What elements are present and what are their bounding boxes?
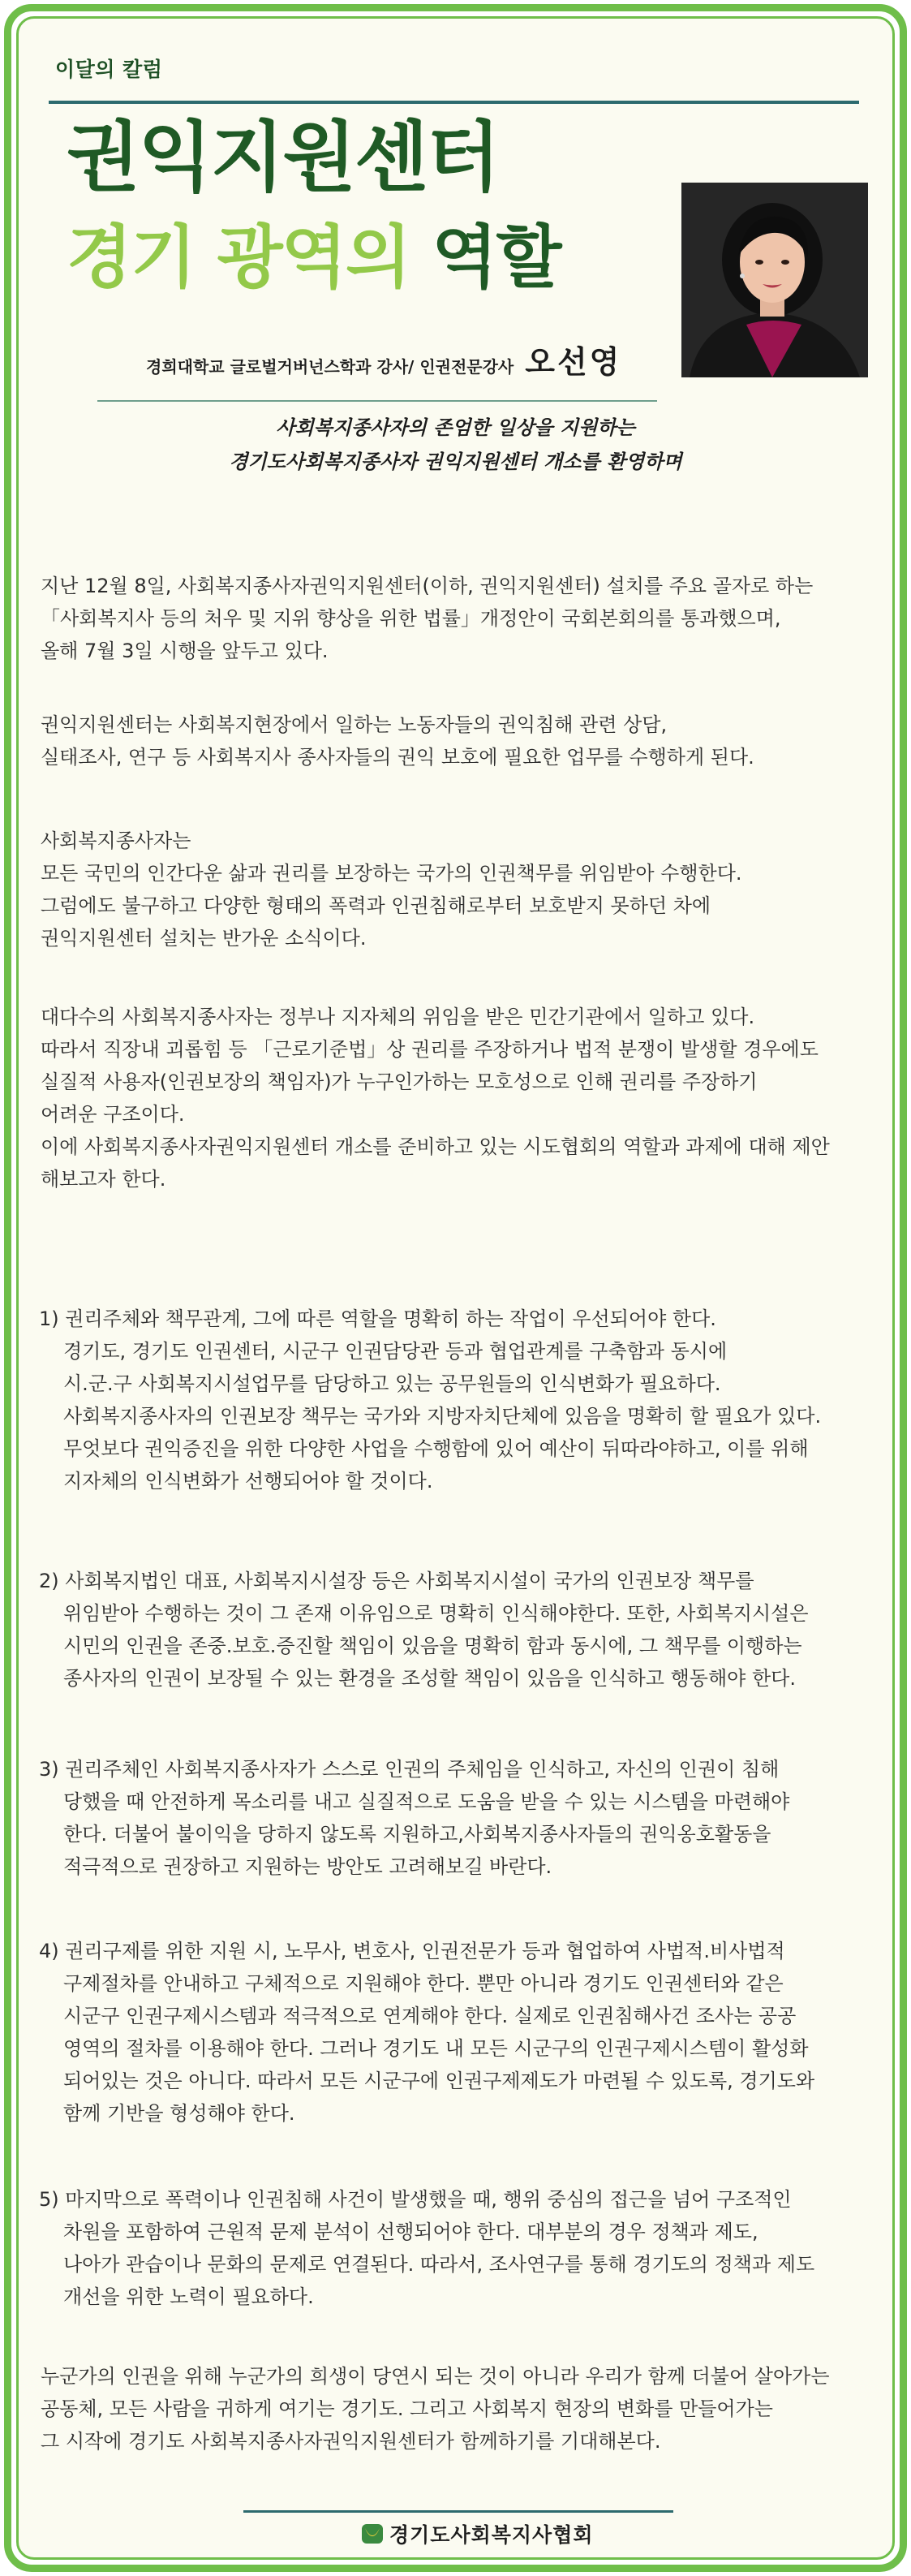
list-item-line: 영역의 절차를 이용해야 한다. 그러나 경기도 내 모든 시군구의 인권구제시스템이 활성화 <box>63 2037 809 2060</box>
author-portrait-image <box>681 183 868 377</box>
paragraph-line: 모든 국민의 인간다운 삶과 권리를 보장하는 국가의 인권책무를 위임받아 수행한다. <box>41 862 742 885</box>
list-item-line: 사회복지종사자의 인권보장 책무는 국가와 지방자치단체에 있음을 명확히 할 필요가 있다. <box>63 1405 822 1428</box>
list-item-line: 위임받아 수행하는 것이 그 존재 이유임으로 명확히 인식해야한다. 또한, 사회복지시설은 <box>63 1602 809 1625</box>
footer-org-name: 경기도사회복지사협회 <box>389 2523 594 2547</box>
list-item-line: 경기도, 경기도 인권센터, 시군구 인권담당관 등과 협업관계를 구축함과 동시에 <box>63 1340 728 1363</box>
paragraph-line: 실질적 사용자(인권보장의 책임자)가 누구인가하는 모호성으로 인해 권리를 주장하기 <box>41 1070 758 1093</box>
list-item-4 <box>39 1935 887 2130</box>
paragraph-4 <box>41 1001 884 1195</box>
byline-rule <box>97 400 657 402</box>
paragraph-line: 어려운 구조이다. <box>41 1103 185 1126</box>
list-item-line: 2) 사회복지법인 대표, 사회복지시설장 등은 사회복지시설이 국가의 인권보장 책무를 <box>39 1570 754 1592</box>
list-item-line: 구제절차를 안내하고 구체적으로 지원해야 한다. 뿐만 아니라 경기도 인권센터와 같은 <box>63 1972 784 1995</box>
byline-author-name: 오선영 <box>525 344 622 380</box>
column-tag: 이달의 칼럼 <box>55 58 163 81</box>
title-accent: 경기 광역의 <box>67 218 410 297</box>
list-item-line: 나아가 관습이나 문화의 문제로 연결된다. 따라서, 조사연구를 통해 경기도의 정책과 제도 <box>63 2253 815 2276</box>
paragraph-1 <box>41 570 884 667</box>
paragraph-line: 올해 7월 3일 시행을 앞두고 있다. <box>41 640 329 662</box>
paragraph-line: 지난 12월 8일, 사회복지종사자권익지원센터(이하, 권익지원센터) 설치를 주요 골자로 하는 <box>41 575 814 597</box>
list-item-line: 시군구 인권구제시스템과 적극적으로 연계해야 한다. 실제로 인권침해사건 조사는 공공 <box>63 2005 797 2027</box>
byline <box>146 337 621 381</box>
list-item-line: 개선을 위한 노력이 필요하다. <box>63 2285 314 2308</box>
footer-rule <box>243 2510 673 2513</box>
list-item-line: 종사자의 인권이 보장될 수 있는 환경을 조성할 책임이 있음을 인식하고 행동해야 한다. <box>63 1667 796 1690</box>
paragraph-line: 공동체, 모든 사람을 귀하게 여기는 경기도. 그리고 사회복지 현장의 변화를 만들어가는 <box>41 2397 773 2420</box>
subtitle-line1: 사회복지종사자의 존엄한 일상을 지원하는 <box>276 416 635 439</box>
list-item-line: 시민의 인권을 존중.보호.증진할 책임이 있음을 명확히 함과 동시에, 그 책무를 이행하는 <box>63 1635 802 1657</box>
title-dark: 역할 <box>409 218 561 297</box>
top-rule <box>49 101 859 104</box>
list-item-2 <box>39 1565 887 1695</box>
paragraph-line: 대다수의 사회복지종사자는 정부나 지자체의 위임을 받은 민간기관에서 일하고 있다. <box>41 1006 755 1028</box>
list-item-line: 되어있는 것은 아니다. 따라서 모든 시군구에 인권구제제도가 마련될 수 있도록, 경기도와 <box>63 2070 815 2092</box>
subtitle-line2: 경기도사회복지종사자 권익지원센터 개소를 환영하며 <box>229 450 682 473</box>
list-item-line: 함께 기반을 형성해야 한다. <box>63 2102 295 2125</box>
paragraph-line: 해보고자 한다. <box>41 1168 166 1191</box>
paragraph-line: 사회복지종사자는 <box>41 829 191 852</box>
list-item-line: 지자체의 인식변화가 선행되어야 할 것이다. <box>63 1470 433 1493</box>
list-item-line: 차원을 포함하여 근원적 문제 분석이 선행되어야 한다. 대부분의 경우 정책과 제도, <box>63 2221 758 2243</box>
list-item-1 <box>39 1303 887 1497</box>
list-item-line: 당했을 때 안전하게 목소리를 내고 실질적으로 도움을 받을 수 있는 시스템을 마련해야 <box>63 1790 790 1813</box>
paragraph-line: 그 시작에 경기도 사회복지종사자권익지원센터가 함께하기를 기대해본다. <box>41 2430 661 2453</box>
list-item-line: 적극적으로 권장하고 지원하는 방안도 고려해보길 바란다. <box>63 1855 552 1878</box>
paragraph-3 <box>41 825 884 954</box>
paragraph-line: 권익지원센터는 사회복지현장에서 일하는 노동자들의 권익침해 관련 상담, <box>41 713 668 736</box>
list-item-line: 한다. 더불어 불이익을 당하지 않도록 지원하고,사회복지종사자들의 권익옹호활동을 <box>63 1823 771 1846</box>
paragraph-line: 권익지원센터 설치는 반가운 소식이다. <box>41 927 367 950</box>
list-item-line: 3) 권리주체인 사회복지종사자가 스스로 인권의 주체임을 인식하고, 자신의 인권이 침해 <box>39 1758 780 1781</box>
inner-frame <box>16 16 895 2560</box>
association-logo-icon <box>360 2522 385 2546</box>
paragraph-line: 「사회복지사 등의 처우 및 지위 향상을 위한 법률」개정안이 국회본회의를 통과했으며, <box>41 607 781 630</box>
paragraph-line: 누군가의 인권을 위해 누군가의 희생이 당연시 되는 것이 아니라 우리가 함께 더불어 살아가는 <box>41 2365 830 2388</box>
paragraph-line: 그럼에도 불구하고 다양한 형태의 폭력과 인권침해로부터 보호받지 못하던 차에 <box>41 894 711 917</box>
list-item-5 <box>39 2183 887 2313</box>
footer-logo <box>360 2519 594 2548</box>
title-line2 <box>67 218 561 297</box>
list-item-3 <box>39 1753 887 1883</box>
paragraph-line: 따라서 직장내 괴롭힘 등 「근로기준법」상 권리를 주장하거나 법적 분쟁이 발생할 경우에도 <box>41 1038 819 1061</box>
author-portrait <box>681 183 868 377</box>
list-item-line: 4) 권리구제를 위한 지원 시, 노무사, 변호사, 인권전문가 등과 협업하여 사법적.비사법적 <box>39 1940 785 1962</box>
paragraph-line: 실태조사, 연구 등 사회복지사 종사자들의 권익 보호에 필요한 업무를 수행하게 된다. <box>41 746 754 769</box>
closing-paragraph <box>41 2360 884 2458</box>
list-item-line: 시.군.구 사회복지시설업무를 담당하고 있는 공무원들의 인식변화가 필요하다. <box>63 1372 721 1395</box>
list-item-line: 무엇보다 권익증진을 위한 다양한 사업을 수행함에 있어 예산이 뒤따라야하고, 이를 위해 <box>63 1437 809 1460</box>
list-item-line: 5) 마지막으로 폭력이나 인권침해 사건이 발생했을 때, 행위 중심의 접근을 넘어 구조적인 <box>39 2188 792 2211</box>
paragraph-2 <box>41 709 884 773</box>
list-item-line: 1) 권리주체와 책무관계, 그에 따른 역할을 명확히 하는 작업이 우선되어야 한다. <box>39 1307 716 1330</box>
title-line1: 권익지원센터 <box>67 114 499 202</box>
paragraph-line: 이에 사회복지종사자권익지원센터 개소를 준비하고 있는 시도협회의 역할과 과제에 대해 제안 <box>41 1135 830 1158</box>
byline-affiliation: 경희대학교 글로벌거버넌스학과 강사/ 인권전문강사 <box>146 357 514 377</box>
